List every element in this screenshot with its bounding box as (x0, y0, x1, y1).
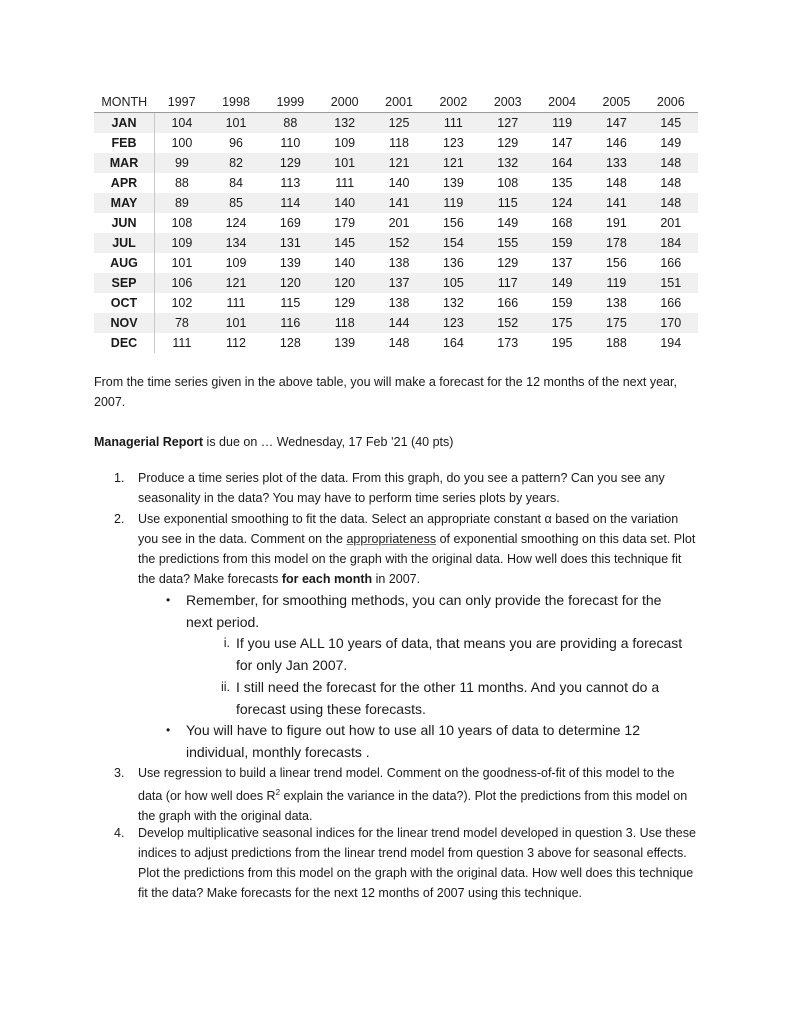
table-row (94, 333, 698, 353)
table-cell: 109 (155, 233, 209, 253)
column-header: 1998 (209, 92, 263, 113)
table-cell: 134 (209, 233, 263, 253)
table-cell: 156 (442, 216, 464, 230)
table-cell: 164 (442, 336, 464, 350)
question-number: 1. (114, 471, 125, 485)
roman-numeral: ii. (220, 680, 230, 694)
table-cell: 184 (644, 233, 698, 253)
table-cell: 82 (209, 153, 263, 173)
table-cell: 140 (388, 176, 410, 190)
table-cell: 147 (589, 113, 643, 134)
table-cell: 139 (442, 176, 464, 190)
question-number: 4. (114, 826, 125, 840)
column-header: 2001 (372, 92, 426, 113)
question-text: Develop multiplicative seasonal indices for the linear trend model developed in question 3. Use these indices to adjust predictions from the linear trend model from question 3 above for seasonal effects. Plot the predictions from this model on the graph with the original data. How well does this technique fit the data? Make forecasts for the next 12 months of 2007 using this technique. (138, 826, 696, 900)
report-title: Managerial Report (94, 435, 204, 449)
table-cell: 149 (660, 136, 682, 150)
table-cell: 164 (535, 153, 589, 173)
month-label: JUL (94, 233, 155, 253)
table-cell: 139 (334, 336, 356, 350)
table-cell: 148 (388, 336, 410, 350)
table-row (94, 153, 698, 173)
table-cell: 175 (535, 313, 589, 333)
table-row (94, 113, 698, 134)
table-cell: 85 (209, 193, 263, 213)
table-cell: 115 (481, 193, 535, 213)
table-cell: 173 (497, 336, 519, 350)
table-cell: 111 (172, 336, 192, 350)
sub-item-i (204, 632, 694, 676)
bullet-1 (162, 589, 682, 633)
column-header: 2003 (481, 92, 535, 113)
table-cell: 101 (209, 113, 263, 134)
table-cell: 115 (280, 296, 301, 310)
table-row (94, 193, 698, 213)
table-cell: 121 (372, 153, 426, 173)
month-label: FEB (94, 133, 155, 153)
table-cell: 128 (279, 336, 301, 350)
bullet-icon: • (166, 593, 171, 607)
table-cell: 129 (497, 256, 519, 270)
monthly-data-table (94, 92, 698, 353)
table-cell: 188 (605, 336, 627, 350)
table-row (94, 293, 698, 313)
column-header: 2000 (318, 92, 372, 113)
table-row (94, 233, 698, 253)
intro-paragraph: From the time series given in the above table, you will make a forecast for the 12 months of the next year, 2007. (94, 375, 677, 409)
report-due-text: is due on … Wednesday, 17 Feb ’21 (40 pts) (203, 435, 454, 449)
underlined-term: appropriateness (346, 532, 437, 546)
question-4 (94, 823, 699, 903)
table-cell: 148 (660, 176, 682, 190)
table-row (94, 313, 698, 333)
table-cell: 135 (551, 176, 573, 190)
table-cell: 146 (605, 136, 627, 150)
column-header: 1997 (155, 92, 209, 113)
table-cell: 156 (605, 256, 627, 270)
table-cell: 148 (644, 153, 698, 173)
table-cell: 141 (589, 193, 643, 213)
table-cell: 139 (279, 256, 301, 270)
report-heading (94, 432, 694, 452)
table-cell: 149 (497, 216, 519, 230)
table-cell: 113 (280, 176, 301, 190)
question-text-part: in 2007. (372, 572, 421, 586)
table-cell: 145 (644, 113, 698, 134)
table-cell: 140 (318, 193, 372, 213)
table-cell: 131 (263, 233, 317, 253)
table-cell: 132 (442, 296, 464, 310)
table-cell: 106 (155, 273, 209, 293)
table-cell: 89 (155, 193, 209, 213)
table-cell: 138 (388, 256, 410, 270)
table-cell: 78 (155, 313, 209, 333)
table-cell: 121 (426, 153, 480, 173)
table-cell: 100 (171, 136, 193, 150)
table-cell: 119 (426, 193, 480, 213)
table-cell: 104 (155, 113, 209, 134)
table-cell: 140 (334, 256, 356, 270)
table-cell: 101 (318, 153, 372, 173)
table-cell: 152 (481, 313, 535, 333)
table-cell: 152 (372, 233, 426, 253)
table-cell: 166 (497, 296, 519, 310)
table-cell: 136 (442, 256, 464, 270)
table-cell: 118 (389, 136, 410, 150)
table-cell: 201 (660, 216, 682, 230)
table-cell: 159 (535, 233, 589, 253)
month-label: DEC (94, 333, 155, 353)
table-cell: 175 (589, 313, 643, 333)
table-cell: 141 (372, 193, 426, 213)
column-header: 1999 (263, 92, 317, 113)
table-cell: 179 (334, 216, 356, 230)
table-cell: 116 (263, 313, 317, 333)
table-cell: 105 (426, 273, 480, 293)
table-body (94, 113, 698, 354)
question-number: 3. (114, 766, 125, 780)
month-label: OCT (94, 293, 155, 313)
table-cell: 194 (660, 336, 682, 350)
question-1 (94, 468, 699, 508)
bullet-2 (162, 719, 682, 763)
table-cell: 102 (171, 296, 193, 310)
table-cell: 155 (481, 233, 535, 253)
column-header: 2002 (426, 92, 480, 113)
question-text-part: of exponential smoothing on this data set. Plot the predictions from this model on the graph with the original data. How well does this technique fit the data? Make forecasts (138, 532, 696, 586)
table-cell: 151 (644, 273, 698, 293)
table-cell: 99 (155, 153, 209, 173)
question-text-part: explain the variance in the data?). Plot the predictions from this model on the graph with the original data. (138, 789, 688, 824)
table-cell: 124 (535, 193, 589, 213)
sub-item-text: If you use ALL 10 years of data, that means you are providing a forecast for only Jan 2007. (236, 635, 683, 673)
table-cell: 138 (605, 296, 627, 310)
roman-numeral: i. (223, 636, 230, 650)
table-cell: 108 (171, 216, 193, 230)
question-text: Produce a time series plot of the data. From this graph, do you see a pattern? Can you see any seasonality in the data? You may have to perform time series plots by years. (138, 471, 665, 505)
table-cell: 111 (226, 296, 246, 310)
table-cell: 88 (174, 176, 189, 190)
table-cell: 149 (535, 273, 589, 293)
table-cell: 178 (589, 233, 643, 253)
table-cell: 129 (263, 153, 317, 173)
table-cell: 119 (589, 273, 643, 293)
table-row (94, 173, 698, 193)
bullet-icon: • (166, 723, 171, 737)
sub-item-ii (204, 676, 694, 720)
question-2 (94, 509, 699, 589)
table-cell: 111 (335, 176, 355, 190)
question-text-part: Use exponential smoothing to fit the data. Select an appropriate constant α based on the variation you see in the data. Comment on the (138, 512, 679, 546)
month-label: AUG (94, 253, 155, 273)
table-cell: 121 (209, 273, 263, 293)
superscript: 2 (275, 788, 281, 797)
table-cell: 170 (644, 313, 698, 333)
table-cell: 111 (426, 113, 480, 134)
table-cell: 132 (318, 113, 372, 134)
month-label: JAN (94, 113, 155, 134)
month-label: NOV (94, 313, 155, 333)
column-header: 2006 (644, 92, 698, 113)
table-cell: 138 (388, 296, 410, 310)
table-cell: 109 (334, 136, 356, 150)
bullet-text: You will have to figure out how to use all 10 years of data to determine 12 individual, monthly forecasts . (186, 722, 640, 760)
table-cell: 159 (551, 296, 573, 310)
table-cell: 110 (280, 136, 301, 150)
table-cell: 148 (644, 193, 698, 213)
table-cell: 129 (334, 296, 356, 310)
month-label: MAY (94, 193, 155, 213)
table-row (94, 133, 698, 153)
table-cell: 166 (660, 256, 682, 270)
table-cell: 119 (535, 113, 589, 134)
table-cell: 133 (589, 153, 643, 173)
table-cell: 168 (551, 216, 573, 230)
bullet-text: Remember, for smoothing methods, you can only provide the forecast for the next period. (186, 592, 662, 630)
table-cell: 191 (605, 216, 627, 230)
column-header: 2004 (535, 92, 589, 113)
table-cell: 101 (209, 313, 263, 333)
table-row (94, 213, 698, 233)
table-cell: 114 (263, 193, 317, 213)
table-cell: 166 (660, 296, 682, 310)
table-cell: 112 (226, 336, 246, 350)
table-cell: 120 (318, 273, 372, 293)
table-cell: 148 (605, 176, 627, 190)
table-cell: 132 (481, 153, 535, 173)
table-cell: 127 (481, 113, 535, 134)
table-cell: 195 (551, 336, 573, 350)
table-cell: 118 (318, 313, 372, 333)
table-cell: 96 (229, 136, 243, 150)
table-cell: 101 (171, 256, 193, 270)
month-label: JUN (94, 213, 155, 233)
bold-phrase: for each month (281, 572, 373, 586)
table-cell: 145 (318, 233, 372, 253)
sub-item-text: I still need the forecast for the other 11 months. And you cannot do a forecast using these forecasts. (236, 679, 660, 717)
table-cell: 144 (372, 313, 426, 333)
table-cell: 169 (279, 216, 301, 230)
table-cell: 108 (497, 176, 519, 190)
table-cell: 137 (551, 256, 573, 270)
table-cell: 120 (263, 273, 317, 293)
table-cell: 147 (551, 136, 573, 150)
table-cell: 117 (481, 273, 535, 293)
table-cell: 109 (225, 256, 247, 270)
question-text-part: Use regression to build a linear trend model. Comment on the goodness-of-fit of this model to the data (or how well does R (138, 766, 675, 804)
table-header-row (94, 92, 698, 113)
table-cell: 201 (388, 216, 410, 230)
question-3 (94, 763, 699, 826)
table-cell: 88 (263, 113, 317, 134)
table-cell: 124 (225, 216, 247, 230)
table-cell: 123 (426, 313, 480, 333)
table-row (94, 253, 698, 273)
question-number: 2. (114, 512, 125, 526)
table-cell: 129 (497, 136, 519, 150)
month-label: SEP (94, 273, 155, 293)
table-row (94, 273, 698, 293)
table-cell: 137 (372, 273, 426, 293)
table-cell: 125 (372, 113, 426, 134)
month-label: APR (94, 173, 155, 193)
table-cell: 84 (229, 176, 243, 190)
month-label: MAR (94, 153, 155, 173)
table-cell: 123 (442, 136, 464, 150)
column-header: MONTH (94, 92, 155, 113)
table-cell: 154 (426, 233, 480, 253)
column-header: 2005 (589, 92, 643, 113)
